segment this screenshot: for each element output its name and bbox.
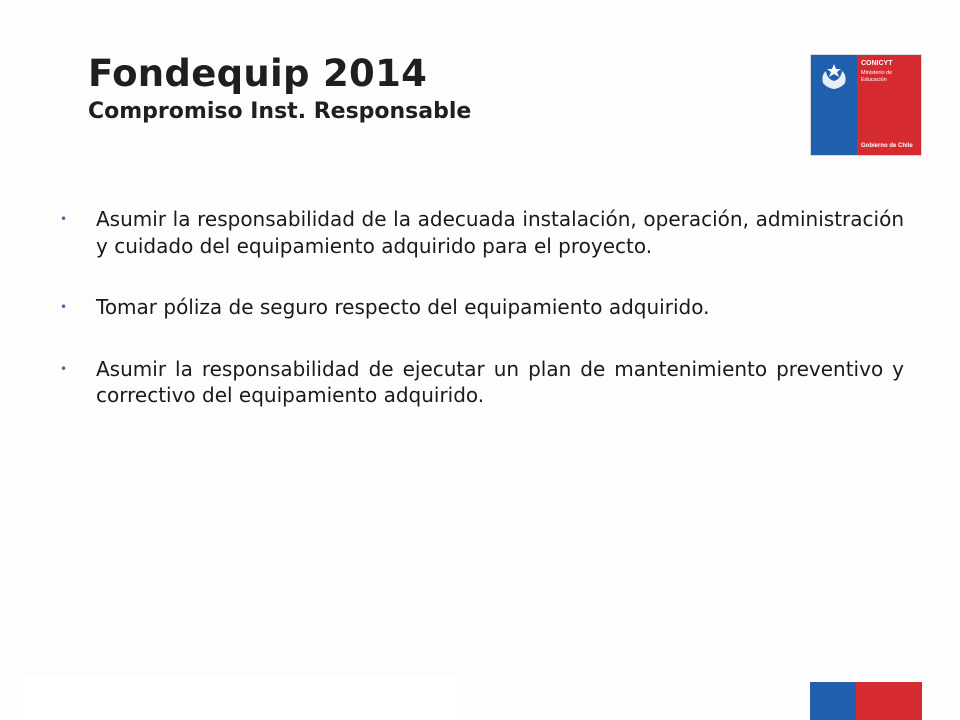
slide-subtitle: Compromiso Inst. Responsable xyxy=(88,99,472,124)
footer-flag-blue xyxy=(810,682,856,720)
logo-blue-panel xyxy=(811,55,857,155)
footer-bar xyxy=(18,676,462,720)
title-block xyxy=(88,52,471,126)
slide-title: Fondequip 2014 xyxy=(88,52,428,95)
bullet-icon: • xyxy=(60,300,68,314)
bullet-text: Asumir la responsabilidad de ejecutar un plan de mantenimiento preventivo y correctivo del equipamiento adquirido. xyxy=(96,356,904,407)
bullet-text: Asumir la responsabilidad de la adecuada instalación, operación, administración y cuidado del equipamiento adquirido para el proyecto. xyxy=(96,207,904,258)
logo-government: Gobierno de Chile xyxy=(861,143,913,149)
logo-ministry: Ministerio de Educación xyxy=(861,70,893,83)
bullet-icon: • xyxy=(60,212,68,226)
list-item xyxy=(60,294,904,321)
bullet-list xyxy=(60,206,904,444)
footer-flag-red xyxy=(856,682,922,720)
bullet-text: Tomar póliza de seguro respecto del equipamiento adquirido. xyxy=(96,295,710,319)
list-item xyxy=(60,206,904,259)
list-item xyxy=(60,356,904,409)
logo-red-panel xyxy=(857,55,921,155)
conicyt-logo xyxy=(810,54,922,156)
footer-flag xyxy=(810,682,922,720)
bullet-icon: • xyxy=(60,361,68,376)
logo-brand: CONICYT xyxy=(861,60,893,67)
coat-of-arms-icon xyxy=(817,61,851,91)
